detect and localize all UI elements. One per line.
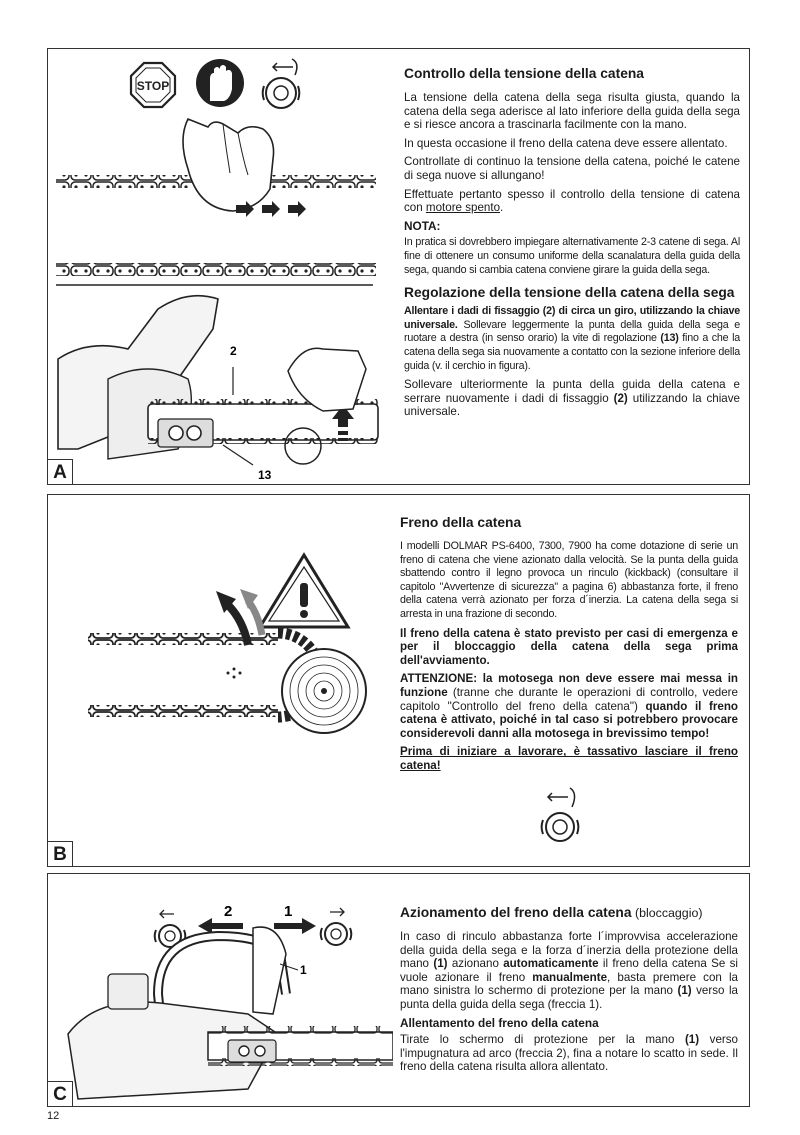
panel-chain-brake: [47, 494, 750, 867]
chain-brake-illustration: [48, 495, 393, 868]
brake-activation-heading: [400, 905, 738, 921]
chain-brake-released-icon: [534, 785, 586, 847]
chain-tension-heading: Controllo della tensione della catena: [404, 66, 644, 81]
paragraph: Il freno della catena è stato previsto per casi di emergenza e per il bloccaggio della catena della sega prima dell'avviamento.: [400, 626, 738, 667]
figure-letter-a: A: [47, 459, 73, 485]
chainsaw-adjustment-illustration: [58, 296, 378, 465]
text-run: fino a che la catena della sega sia nuovamente a contatto con la sezione inferiore della guida (v. il cerchio in figura).: [404, 332, 740, 372]
heading-subtext: (bloccaggio): [631, 906, 703, 920]
bold-text: ATTENZIONE: la motosega non deve essere mai messa in funzione: [400, 672, 738, 699]
stop-sign-icon: [131, 63, 175, 107]
text-run: In caso di rinculo abbastanza forte l´improvvisa accelerazione della guida della sega e la forza d´inerzia della protezione della mano: [400, 930, 738, 971]
heading-text: Azionamento del freno della catena: [400, 905, 632, 920]
brake-release-heading: Allentamento del freno della catena: [400, 1015, 599, 1030]
bold-text: automaticamente: [503, 957, 599, 971]
warning-triangle-icon: [260, 555, 348, 627]
protective-glove-icon: [196, 59, 244, 107]
direction-arrows-icon: [236, 201, 306, 217]
chain-tension-text: [404, 66, 740, 424]
chain-brake-text: [400, 515, 738, 778]
chainsaw-hand-guard-illustration: [68, 927, 393, 1099]
paragraph: [400, 930, 738, 1012]
text-run: , basta premere con la mano sinistra lo schermo di protezione per la mano: [400, 970, 739, 998]
bold-text: (13): [660, 332, 679, 345]
callout-screw-13: 13: [258, 468, 272, 482]
callout-hand-guard-1: 1: [300, 963, 307, 977]
paragraph: [404, 188, 740, 215]
paragraph: [400, 1033, 738, 1074]
bold-text: (2): [613, 391, 628, 405]
text-run: (tranne che durante le operazioni di controllo, vedere capitolo "Controllo del freno della catena"): [400, 685, 738, 713]
text-run: azionano: [447, 957, 504, 971]
paragraph: [404, 305, 740, 373]
text-run: il freno della catena Se si vuole azionare il freno: [400, 957, 738, 984]
panel-brake-activation: [47, 873, 750, 1107]
direction-arrow-1-icon: [274, 918, 316, 934]
panel-chain-tension: [47, 48, 750, 485]
paragraph: In questa occasione il freno della catena deve essere allentato.: [404, 136, 728, 150]
paragraph: I modelli DOLMAR PS-6400, 7300, 7900 ha come dotazione di serie un freno di catena che viene azionato dalla velocità. Se la punta della guida sbattendo contro il legno provoca un rinculo (kickback) (consultare il capitolo "Avvertenze di sicurezza" a pagina 6) abbastanza forte, il freno della catena verrà azionato per forza d´inerzia. La catena della sega si arresta in una frazione di secondo.: [400, 540, 738, 620]
chain-brake-released-icon: [263, 59, 300, 108]
hand-pulling-chain-icon: [183, 119, 274, 211]
text-run: verso l'impugnatura ad arco (freccia 2), fina a notare lo scatto in sede. Il freno della catena risulta allora allentato.: [400, 1033, 738, 1074]
bold-text: Allentare i dadi di fissaggio (2) di circa un giro, utilizzando la chiave universale.: [404, 305, 740, 331]
bold-text: quando il freno catena è attivato, poiché in tal caso si potrebbero provocare considerevoli danni alla motosega in brevissimo tempo!: [400, 699, 738, 740]
text-run: verso la punta della guida della sega (freccia 1).: [400, 984, 738, 1011]
callout-arrow-2: 2: [224, 903, 233, 920]
callout-arrow-1: 1: [284, 903, 293, 920]
text-run: Effettuate pertanto spesso il controllo della tensione di catena con: [404, 187, 740, 215]
text-run: Tirate lo schermo di protezione per la mano: [400, 1033, 685, 1047]
underlined-text: motore spento: [425, 201, 501, 215]
text-run: Sollevare ulteriormente la punta della guida della catena e serrare nuovamente i dadi di fissaggio: [404, 378, 740, 405]
callout-nut-2: 2: [230, 344, 237, 358]
bold-text: (1): [433, 957, 448, 971]
warning-underlined: Prima di iniziare a lavorare, è tassativo lasciare il freno catena!: [400, 745, 738, 772]
bold-text: (1): [677, 984, 692, 998]
brake-activation-illustration: [48, 874, 393, 1108]
log-cross-section-icon: [282, 649, 366, 733]
brake-activation-text: [400, 905, 738, 1079]
paragraph: La tensione della catena della sega risulta giusta, quando la catena della sega aderisce al lato inferiore della guida della sega e si riesce ancora a trascinarla facilmente con la mano.: [404, 91, 740, 132]
tension-adjustment-heading: Regolazione della tensione della catena della sega: [404, 285, 735, 301]
figure-letter-b: B: [47, 841, 73, 867]
chain-brake-heading: Freno della catena: [400, 515, 522, 530]
saw-chain-loose: [56, 263, 376, 276]
text-run: utilizzando la chiave universale.: [404, 391, 740, 419]
bold-text: manualmente: [532, 970, 608, 984]
paragraph: [404, 378, 740, 419]
note-label: NOTA:: [404, 218, 441, 233]
figure-letter-c: C: [47, 1081, 73, 1107]
paragraph: Controllate di continuo la tensione della catena, poiché le catene di sega nuove si allungano!: [404, 155, 740, 182]
stop-sign-label: STOP: [136, 79, 170, 93]
paragraph: [400, 672, 738, 740]
text-run: Sollevare leggermente la punta della guida della sega e ruotare a destra (in senso orario) la vite di regolazione: [404, 318, 740, 345]
page-number: 12: [47, 1110, 60, 1122]
text-run: .: [500, 201, 504, 215]
bold-text: (1): [684, 1033, 700, 1047]
chain-brake-engaged-icon: [321, 908, 352, 945]
chain-tension-illustration: [48, 49, 393, 486]
paragraph: In pratica si dovrebbero impiegare alternativamente 2-3 catene di sega. Al fine di ottenere un consumo uniforme della scanalatura della guida della sega, quando si cambia catena conviene girare la guida della sega.: [404, 236, 740, 276]
